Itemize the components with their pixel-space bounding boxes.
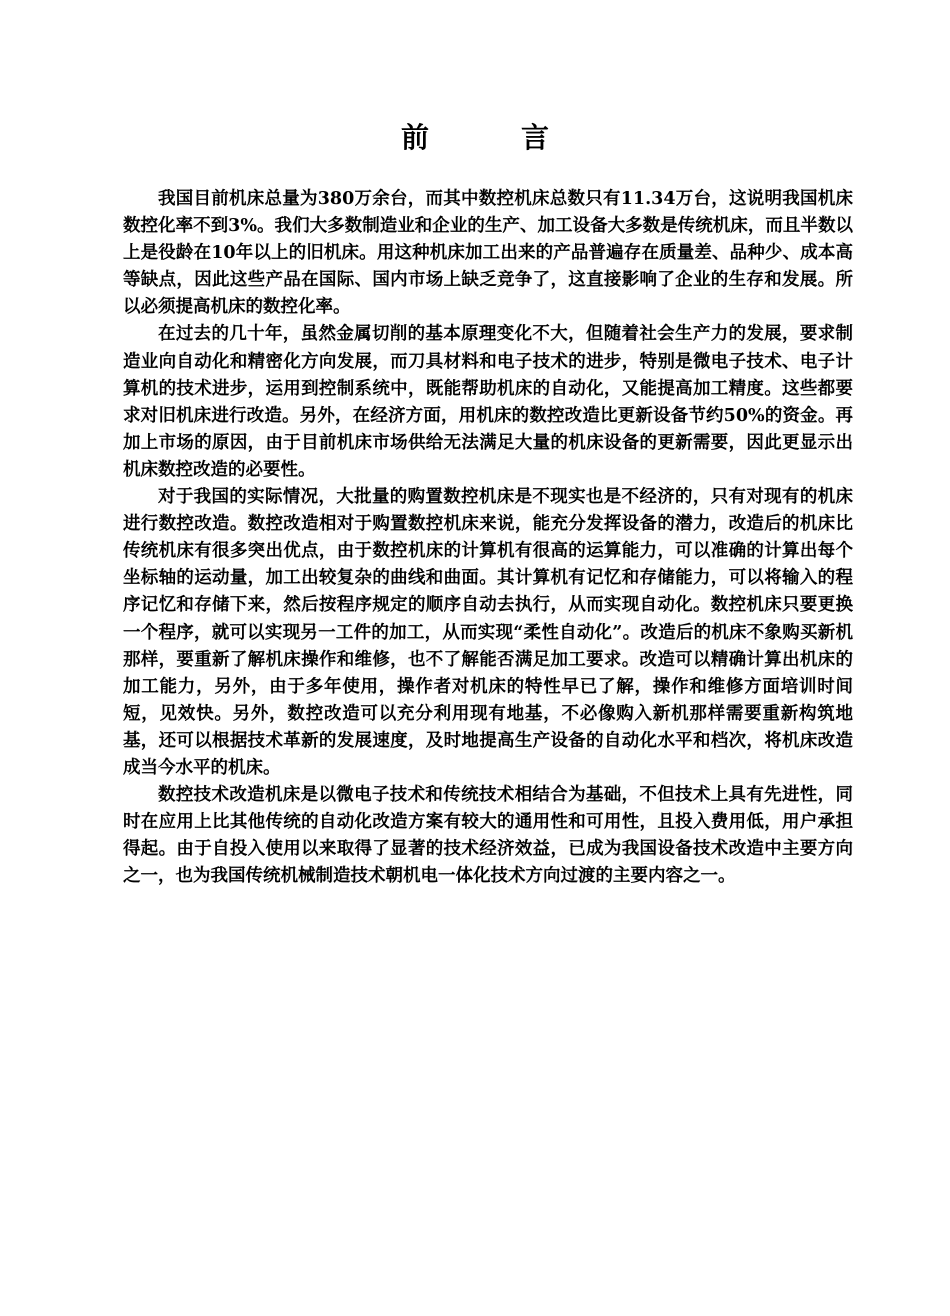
paragraph-4: 数控技术改造机床是以微电子技术和传统技术相结合为基础，不但技术上具有先进性，同时在应用上比其他传统的自动化改造方案有较大的通用性和可用性，且投入费用低，用户承担得起。由于自投入使用以来取得了显著的技术经济效益，已成为我国设备技术改造中主要方向之一，也为我国传统机械制造技术朝机电一体化技术方向过渡的主要内容之一。: [123, 785, 853, 887]
page-title: 前 言: [400, 121, 581, 154]
paragraph-1: 我国目前机床总量为380万余台，而其中数控机床总数只有11.34万台，这说明我国机床数控化率不到3%。我们大多数制造业和企业的生产、加工设备大多数是传统机床，而且半数以上是役龄在10年以上的旧机床。用这种机床加工出来的产品普遍存在质量差、品种少、成本高等缺点，因此这些产品在国际、国内市场上缺乏竞争了，这直接影响了企业的生存和发展。所以必须提高机床的数控化率。: [123, 189, 853, 318]
paragraph-2: 在过去的几十年，虽然金属切削的基本原理变化不大，但随着社会生产力的发展，要求制造业向自动化和精密化方向发展，而刀具材料和电子技术的进步，特别是微电子技术、电子计算机的技术进步，运用到控制系统中，既能帮助机床的自动化，又能提高加工精度。这些都要求对旧机床进行改造。另外，在经济方面，用机床的数控改造比更新设备节约50%的资金。再加上市场的原因，由于目前机床市场供给无法满足大量的机床设备的更新需要，因此更显示出机床数控改造的必要性。: [123, 324, 853, 480]
paragraph-3: 对于我国的实际情况，大批量的购置数控机床是不现实也是不经济的，只有对现有的机床进行数控改造。数控改造相对于购置数控机床来说，能充分发挥设备的潜力，改造后的机床比传统机床有很多突出优点，由于数控机床的计算机有很高的运算能力，可以准确的计算出每个坐标轴的运动量，加工出较复杂的曲线和曲面。其计算机有记忆和存储能力，可以将输入的程序记忆和存储下来，然后按程序规定的顺序自动去执行，从而实现自动化。数控机床只要更换一个程序，就可以实现另一工件的加工，从而实现“柔性自动化”。改造后的机床不象购买新机那样，要重新了解机床操作和维修，也不了解能否满足加工要求。改造可以精确计算出机床的加工能力，另外，由于多年使用，操作者对机床的特性早已了解，操作和维修方面培训时间短，见效快。另外，数控改造可以充分利用现有地基，不必像购入新机那样需要重新构筑地基，还可以根据技术革新的发展速度，及时地提高生产设备的自动化水平和档次，将机床改造成当今水平的机床。: [123, 487, 853, 778]
preface-body: [123, 186, 853, 890]
